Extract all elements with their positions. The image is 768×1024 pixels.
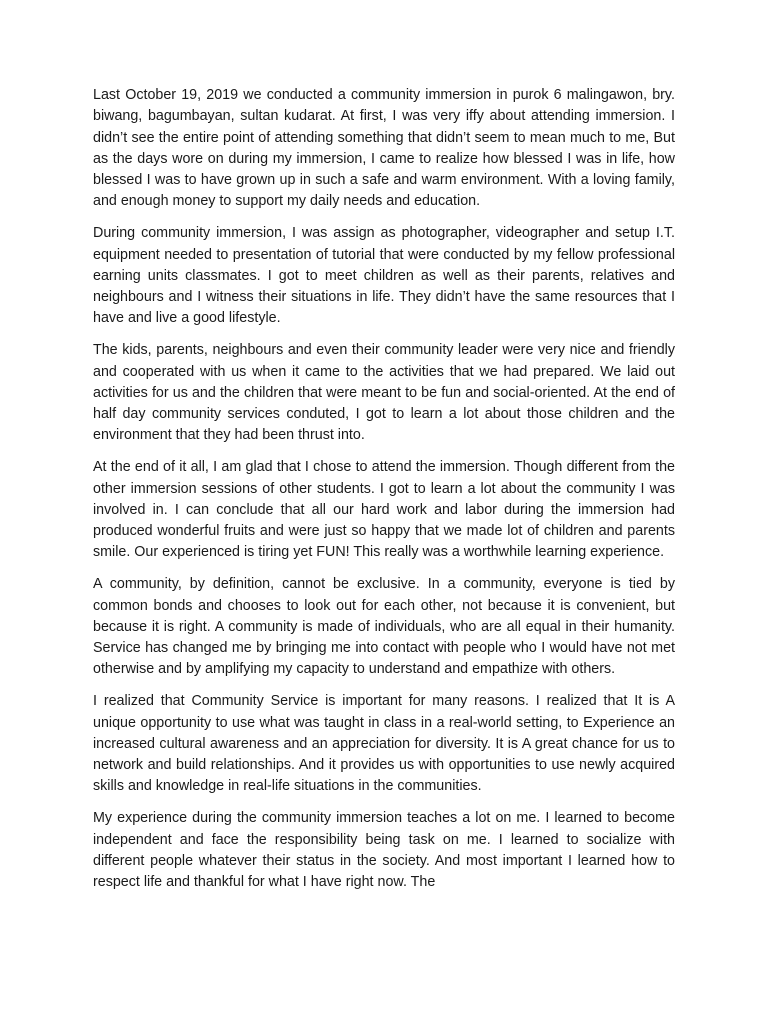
paragraph-4: At the end of it all, I am glad that I chose to attend the immersion. Though different from the other immersion sessions of other students. I got to learn a lot about the community I was involved in. I can conclude that all our hard work and labor during the immersion had produced wonderful fruits and were just so happy that we made lot of children and parents smile. Our experienced is tiring yet FUN! This really was a worthwhile learning experience. xyxy=(93,459,675,561)
paragraph-1: Last October 19, 2019 we conducted a community immersion in purok 6 malingawon, bry. biwang, bagumbayan, sultan kudarat. At first, I was very iffy about attending immersion. I didn’t see the entire point of attending something that didn’t seem to mean much to me, But as the days wore on during my immersion, I came to realize how blessed I was in life, how blessed I was to have grown up in such a safe and warm environment. With a loving family, and enough money to support my daily needs and education. xyxy=(93,87,675,210)
document-body xyxy=(93,85,675,904)
paragraph-3: The kids, parents, neighbours and even their community leader were very nice and friendly and cooperated with us when it came to the activities that we had prepared. We laid out activities for us and the children that were meant to be fun and social-oriented. At the end of half day community services conduted, I got to learn a lot about those children and the environment that they had been thrust into. xyxy=(93,342,675,444)
paragraph-2: During community immersion, I was assign as photographer, videographer and setup I.T. equipment needed to presentation of tutorial that were conducted by my fellow professional earning units classmates. I got to meet children as well as their parents, relatives and neighbours and I witness their situations in life. They didn’t have the same resources that I have and live a good lifestyle. xyxy=(93,225,675,327)
paragraph-6: I realized that Community Service is important for many reasons. I realized that It is A unique opportunity to use what was taught in class in a real-world setting, to Experience an increased cultural awareness and an appreciation for diversity. It is A great chance for us to network and build relationships. And it provides us with opportunities to use newly acquired skills and knowledge in real-life situations in the communities. xyxy=(93,693,675,795)
paragraph-5: A community, by definition, cannot be exclusive. In a community, everyone is tied by common bonds and chooses to look out for each other, not because it is convenient, but because it is right. A community is made of individuals, who are all equal in their humanity. Service has changed me by bringing me into contact with people who I would have not met otherwise and by amplifying my capacity to understand and empathize with others. xyxy=(93,576,675,678)
paragraph-7: My experience during the community immersion teaches a lot on me. I learned to become independent and face the responsibility being task on me. I learned to socialize with different people whatever their status in the society. And most important I learned how to respect life and thankful for what I have right now. The xyxy=(93,810,675,891)
